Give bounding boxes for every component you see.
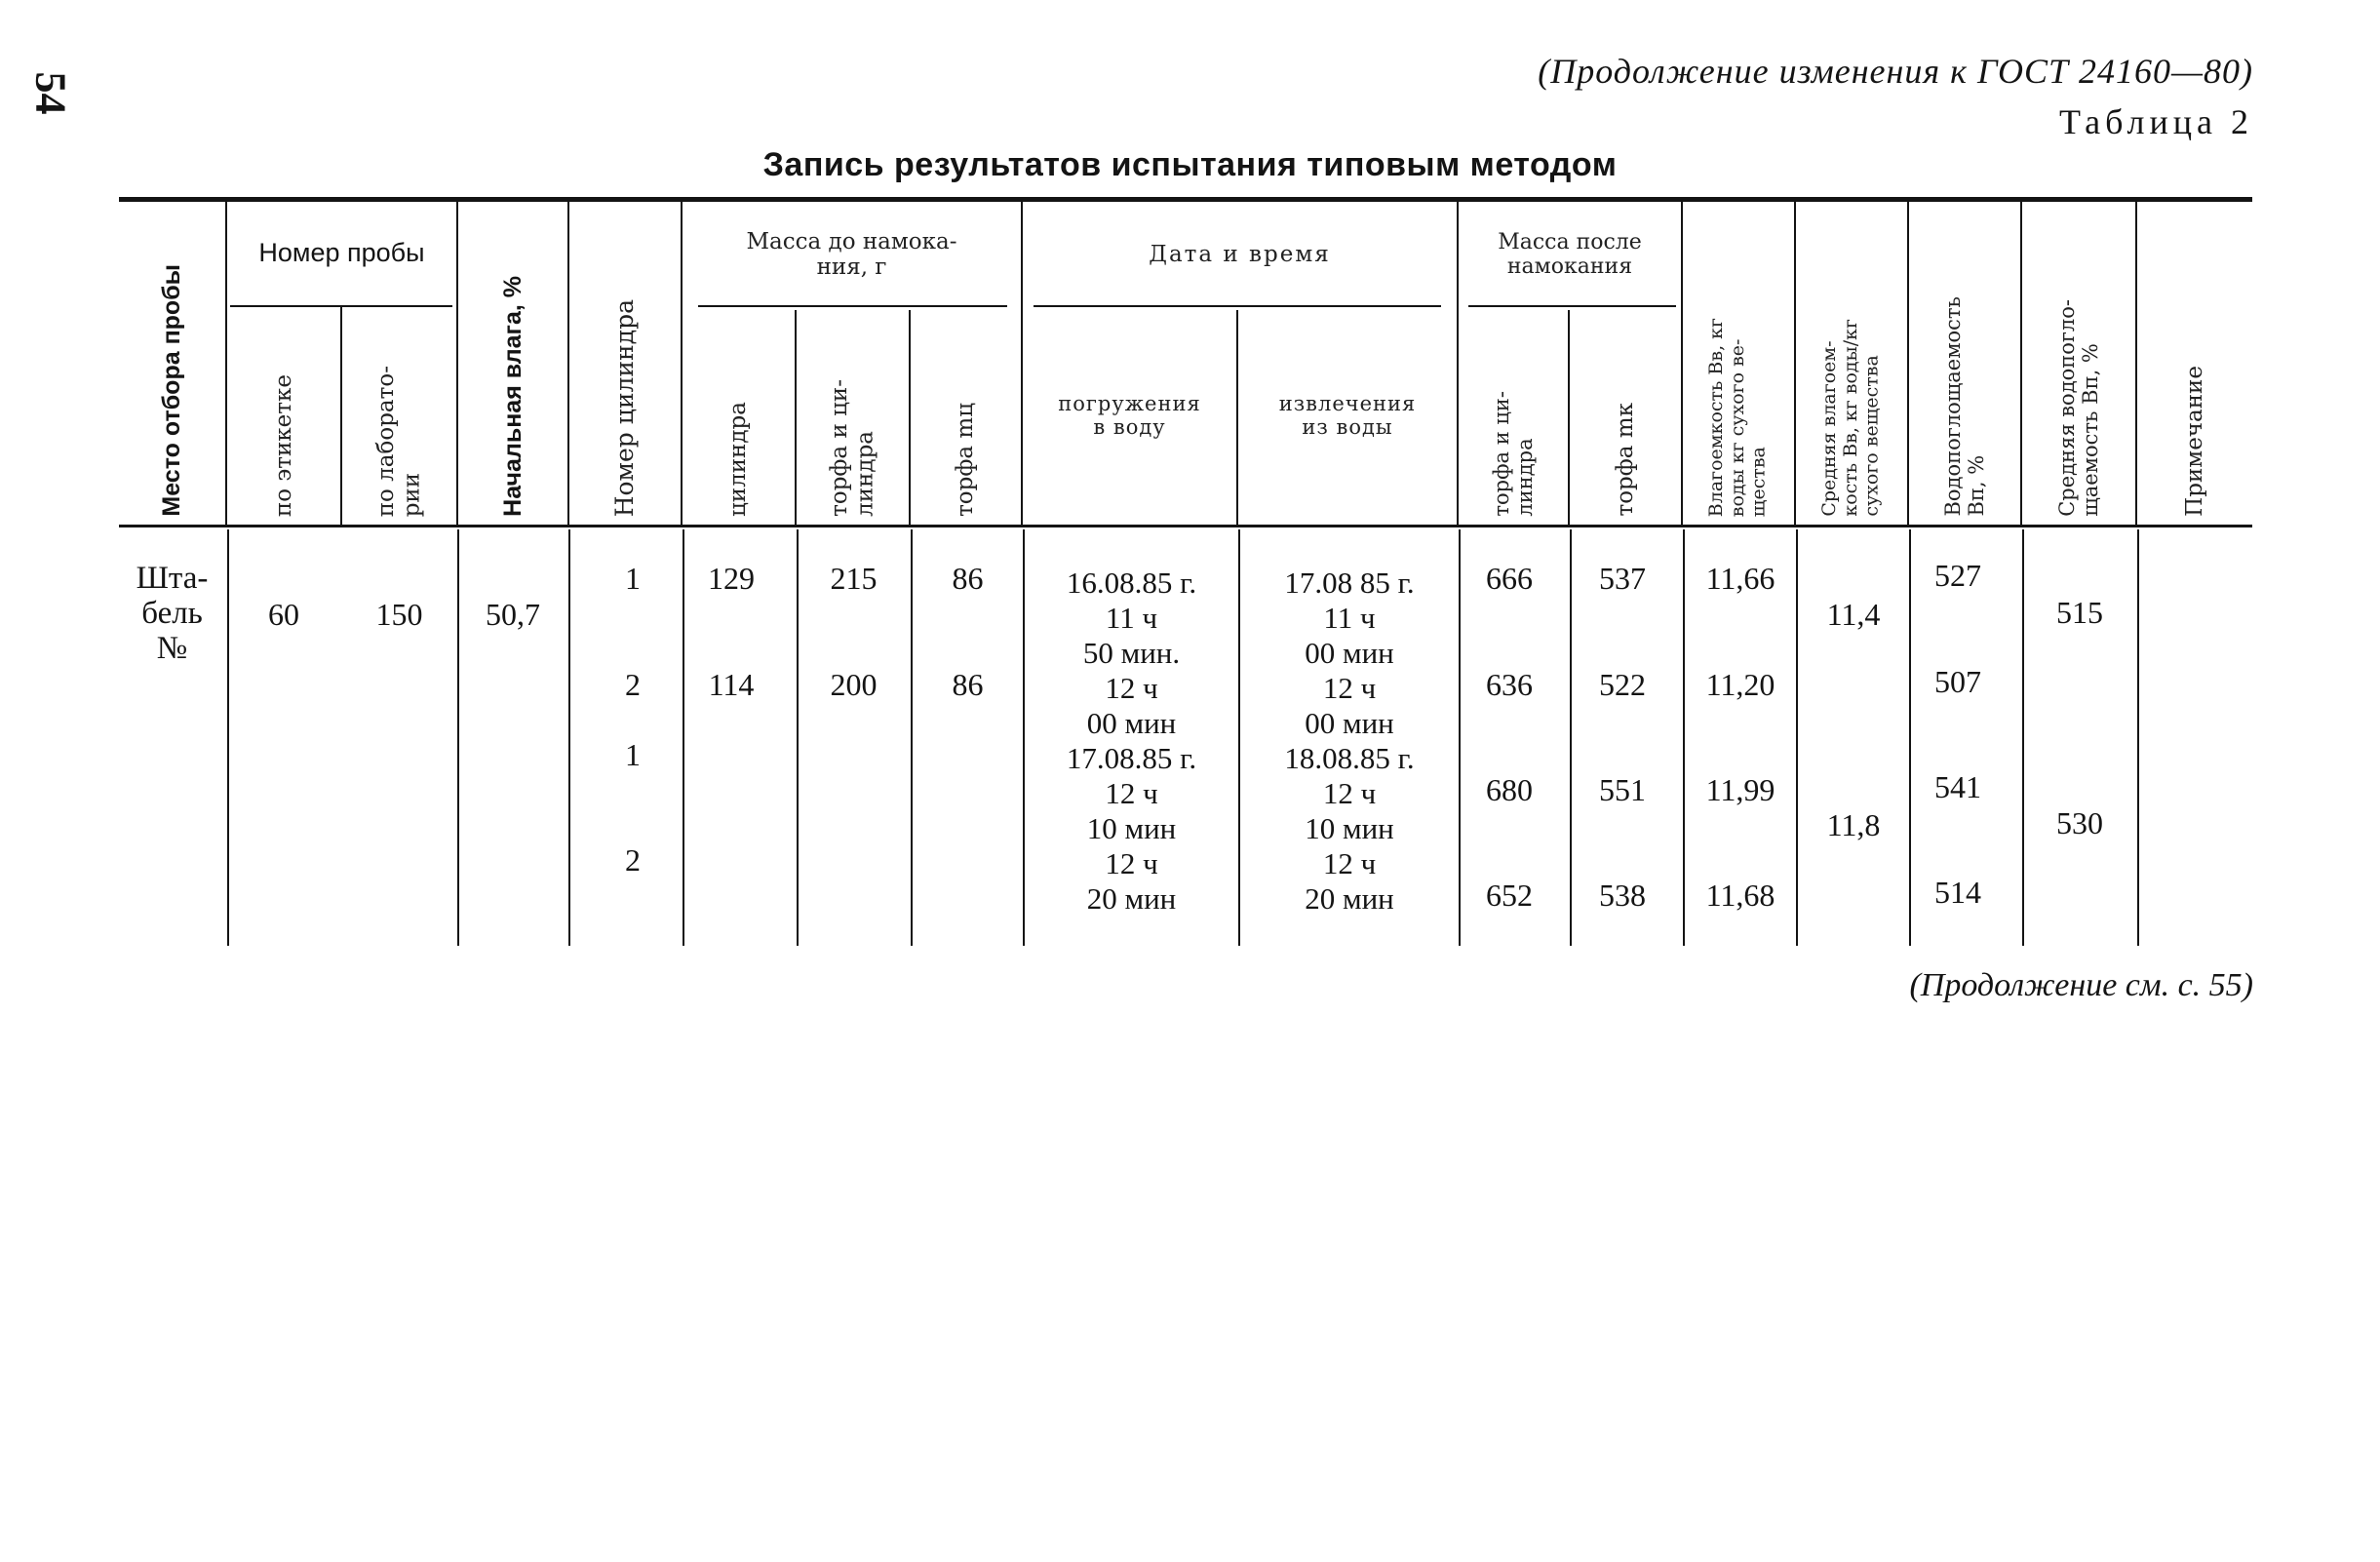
header-mass-after: Масса после намокания: [1498, 229, 1642, 279]
cell-water-absorption-2: 507: [1934, 664, 1981, 699]
header-water-absorption-text: Водопоглощаемость Bп, %: [1940, 296, 1988, 517]
cell-cylinder-1: 1: [625, 561, 641, 596]
header-moisture-capacity-text: Влагоемкость Bв, кг воды кг сухого ве- щества: [1705, 317, 1770, 517]
cell-avg-moisture-capacity-2: 11,8: [1826, 807, 1881, 842]
cell-after-peat-cylinder-4: 652: [1486, 878, 1533, 913]
cell-moisture-capacity-1: 11,66: [1705, 561, 1775, 596]
header-immersion: погружения в воду: [1058, 391, 1201, 439]
col-rule: [1796, 529, 1798, 946]
cell-cylinder-3: 1: [625, 737, 641, 772]
header-place: [119, 207, 225, 517]
header-peat-and-cylinder-after-text: торфа и ци- линдра: [1489, 391, 1537, 517]
cell-cylinder-2: 2: [625, 667, 641, 702]
table-top-rule: [119, 197, 2252, 202]
header-peat-and-cylinder-text: торфа и ци- линдра: [827, 379, 878, 517]
header-peat-mk-text: торфа mк: [1612, 403, 1638, 517]
header-by-label-text: по этикетке: [270, 373, 296, 517]
col-rule: [227, 529, 229, 946]
cell-extraction-1: 17.08 85 г. 11 ч 00 мин 12 ч 00 мин: [1284, 566, 1415, 740]
cell-cylinder-mass-2: 114: [708, 667, 755, 702]
mass-before-rule: [698, 305, 1007, 307]
header-peat-and-cylinder-after: [1459, 314, 1568, 517]
header-cylinder-number: [569, 207, 681, 517]
header-moisture-capacity: [1683, 207, 1794, 517]
header-mass-before: Масса до намока- ния, г: [746, 228, 957, 280]
cell-after-mk-1: 537: [1599, 561, 1646, 596]
cell-water-absorption-3: 541: [1934, 769, 1981, 804]
continuation-footer: (Продолжение см. с. 55): [1909, 967, 2253, 1003]
cell-immersion-1: 16.08.85 г. 11 ч 50 мин. 12 ч 00 мин: [1066, 566, 1197, 740]
cell-immersion-2: 17.08.85 г. 12 ч 10 мин 12 ч 20 мин: [1066, 741, 1197, 916]
cell-avg-water-absorption-2: 530: [2056, 805, 2103, 840]
header-peat-and-cylinder: [797, 314, 909, 517]
header-place-text: Место отбора пробы: [158, 264, 186, 517]
header-by-lab: [342, 314, 456, 517]
header-water-absorption: [1909, 207, 2020, 517]
header-initial-moisture-text: Начальная влага, %: [498, 276, 527, 517]
cell-moisture-capacity-3: 11,99: [1705, 772, 1775, 807]
header-sample-number: Номер пробы: [258, 238, 425, 268]
cell-peat-mc-2: 86: [952, 667, 984, 702]
cell-by-lab: 150: [375, 597, 423, 632]
header-by-label: [227, 314, 340, 517]
cell-avg-moisture-capacity-1: 11,4: [1826, 597, 1881, 632]
cell-place: Шта- бель №: [136, 561, 209, 666]
cell-initial-moisture: 50,7: [486, 597, 540, 632]
header-peat-mk: [1570, 314, 1681, 517]
table-title: Запись результатов испытания типовым методом: [762, 146, 1618, 183]
header-by-lab-text: по лаборато- рии: [373, 365, 425, 517]
table-label: Таблица 2: [2059, 102, 2253, 141]
cell-extraction-2: 18.08.85 г. 12 ч 10 мин 12 ч 20 мин: [1284, 741, 1415, 916]
cell-moisture-capacity-4: 11,68: [1705, 878, 1775, 913]
cell-after-mk-4: 538: [1599, 878, 1646, 913]
cell-by-label: 60: [268, 597, 299, 632]
cell-after-peat-cylinder-2: 636: [1486, 667, 1533, 702]
header-note-text: Примечание: [2181, 366, 2207, 517]
cell-avg-water-absorption-1: 515: [2056, 595, 2103, 630]
page-number: 54: [26, 71, 75, 115]
header-avg-moisture-capacity-text: Средняя влагоем- кость Bв, кг воды/кг сухого вещества: [1818, 319, 1883, 517]
header-cylinder: [683, 314, 795, 517]
header-avg-moisture-capacity: [1796, 207, 1907, 517]
cell-cylinder-mass-1: 129: [708, 561, 755, 596]
cell-after-peat-cylinder-3: 680: [1486, 772, 1533, 807]
col-rule: [2137, 529, 2139, 946]
col-rule: [2022, 529, 2024, 946]
cell-cylinder-4: 2: [625, 842, 641, 878]
header-peat-mc-text: торфа mц: [953, 403, 979, 517]
cell-water-absorption-4: 514: [1934, 875, 1981, 910]
mass-after-rule: [1468, 305, 1676, 307]
cell-after-peat-cylinder-1: 666: [1486, 561, 1533, 596]
cell-peat-cylinder-1: 215: [830, 561, 878, 596]
header-bottom-rule: [119, 525, 2252, 527]
header-date-time: Дата и время: [1149, 241, 1331, 267]
continuation-header: (Продолжение изменения к ГОСТ 24160—80): [1538, 52, 2253, 91]
header-extraction: извлечения из воды: [1278, 391, 1417, 439]
cell-peat-cylinder-2: 200: [830, 667, 878, 702]
cell-after-mk-3: 551: [1599, 772, 1646, 807]
cell-moisture-capacity-2: 11,20: [1705, 667, 1775, 702]
cell-peat-mc-1: 86: [952, 561, 984, 596]
header-avg-water-absorption-text: Средняя водопогло- щаемость Bп, %: [2054, 299, 2102, 517]
header-cylinder-text: цилиндра: [725, 402, 752, 517]
header-peat-mc: [911, 314, 1021, 517]
header-cylinder-number-text: Номер цилиндра: [609, 298, 639, 517]
cell-water-absorption-1: 527: [1934, 558, 1981, 593]
header-initial-moisture: [458, 207, 567, 517]
header-note: [2137, 207, 2252, 517]
header-avg-water-absorption: [2022, 207, 2135, 517]
date-time-rule: [1034, 305, 1441, 307]
cell-after-mk-2: 522: [1599, 667, 1646, 702]
col-rule: [457, 529, 459, 946]
